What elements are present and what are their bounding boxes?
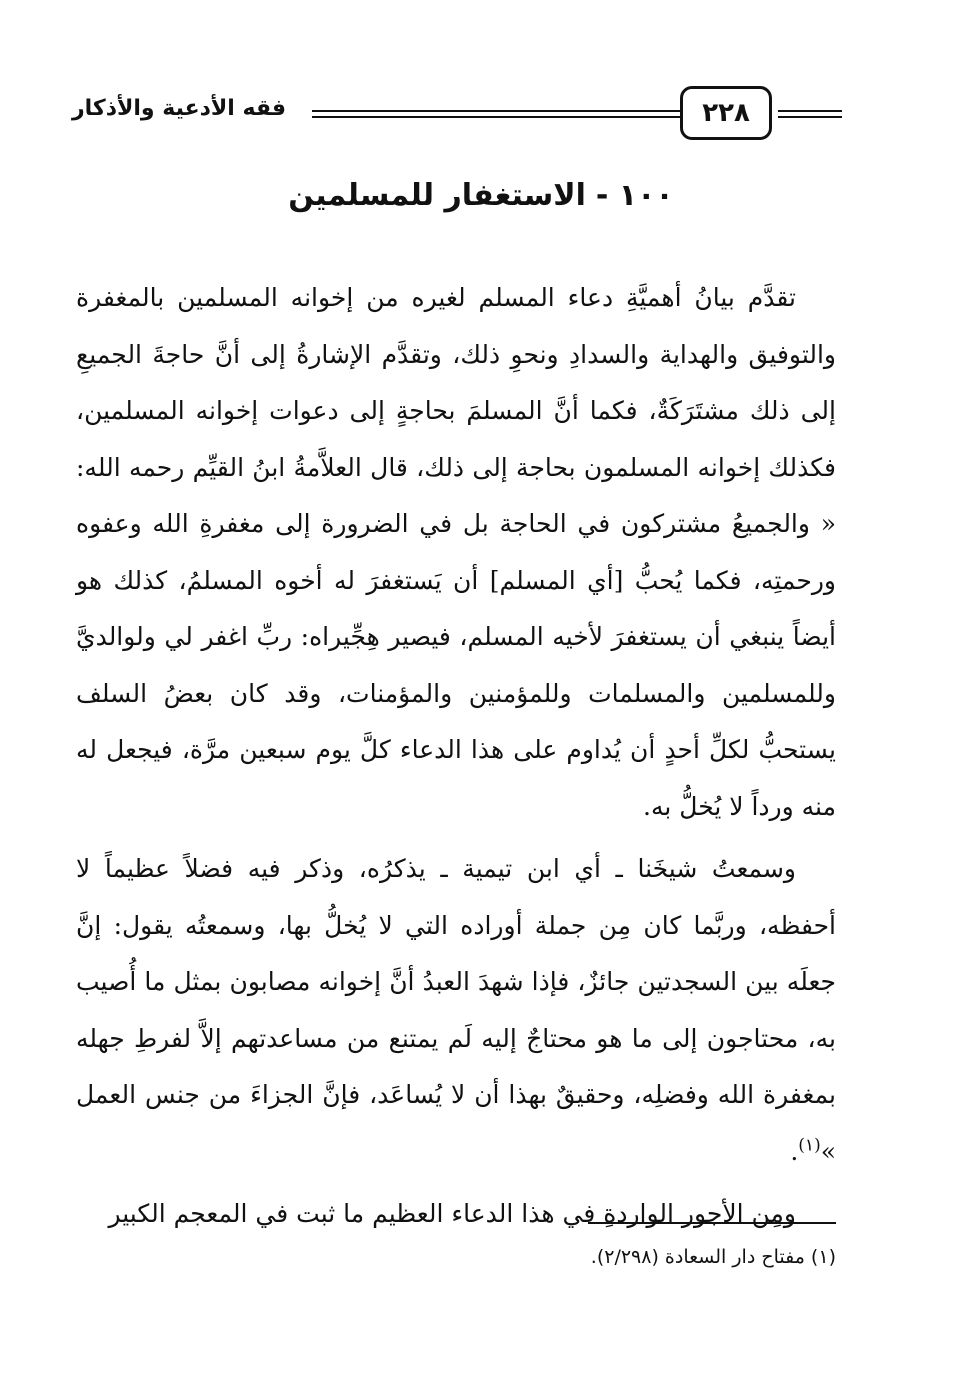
footnote-reference: (١) [798, 1135, 821, 1156]
page-number: ٢٢٨ [680, 86, 772, 140]
chapter-title: الاستغفار للمسلمين [288, 178, 586, 213]
paragraph: وسمعتُ شيخَنا ـ أي ابن تيمية ـ يذكرُه، وذكر فيه فضلاً عظيماً لا أحفظه، وربَّما كان مِن جملة أوراده التي لا يُخلُّ بها، وسمعتُه يقول: إنَّ جعلَه بين السجدتين جائزٌ، فإذا شهدَ العبدُ أنَّ إخوانه مصابون بمثل ما أُصيب به، محتاجون إلى ما هو محتاجٌ إليه لَم يمتنع من مساعدتهم إلاَّ لفرطِ جهله بمغفرة الله وفضلِه، وحقيقٌ بهذا أن لا يُساعَد، فإنَّ الجزاءَ من جنس العمل »$^{(١)}$. [76, 854, 836, 1166]
paragraph [76, 1186, 836, 1243]
footnote-separator [588, 1222, 836, 1224]
paragraph-text: وسمعتُ شيخَنا ـ أي ابن تيمية ـ يذكرُه، وذكر فيه فضلاً عظيماً لا أحفظه، وربَّما كان مِن جملة أوراده التي لا يُخلُّ بها، وسمعتُه يقول: إنَّ جعلَه بين السجدتين جائزٌ، فإذا شهدَ العبدُ أنَّ إخوانه مصابون بمثل ما أُصيب به، محتاجون إلى ما هو محتاجٌ إليه لَم يمتنع من مساعدتهم إلاَّ لفرطِ جهله بمغفرة الله وفضلِه، وحقيقٌ بهذا أن لا يُساعَد، فإنَّ الجزاءَ من جنس العمل » [76, 854, 836, 1166]
paragraph-text: تقدَّم بيانُ أهميَّةِ دعاء المسلم لغيره من إخوانه المسلمين بالمغفرة والتوفيق والهداية والسدادِ ونحوِ ذلك، وتقدَّم الإشارةُ إلى أنَّ حاجةَ الجميعِ إلى ذلك مشتَرَكَةٌ، فكما أنَّ المسلمَ بحاجةٍ إلى دعوات إخوانه المسلمين، فكذلك إخوانه المسلمون بحاجة إلى ذلك، قال العلاَّمةُ ابنُ القيِّم رحمه الله: « والجميعُ مشتركون في الحاجة بل في الضرورة إلى مغفرةِ الله وعفوه ورحمتِه، فكما يُحبُّ [أي المسلم] أن يَستغفرَ له أخوه المسلمُ، كذلك هو أيضاً ينبغي أن يستغفرَ لأخيه المسلم، فيصير هِجِّيراه: ربِّ اغفر لي ولوالديَّ وللمسلمين والمسلمات وللمؤمنين والمؤمنات، وقد كان بعضُ السلف يستحبُّ لكلِّ أحدٍ أن يُداوم على هذا الدعاء كلَّ يوم سبعين مرَّة، فيجعل له منه ورداً لا يُخلُّ به. [76, 283, 836, 821]
footnote: (١) مفتاح دار السعادة (٢/٢٩٨). [590, 1246, 836, 1268]
page-header [72, 78, 842, 148]
paragraph [76, 270, 836, 835]
running-title: فقه الأدعية والأذكار [72, 96, 287, 121]
chapter-heading [0, 178, 962, 213]
header-rule-right [778, 110, 842, 118]
body-text [76, 270, 836, 1243]
chapter-number: ١٠٠ - [595, 178, 674, 213]
paragraph-text: ومِن الأجور الواردةِ في هذا الدعاء العظيم ما ثبت في المعجم الكبير [108, 1199, 796, 1228]
